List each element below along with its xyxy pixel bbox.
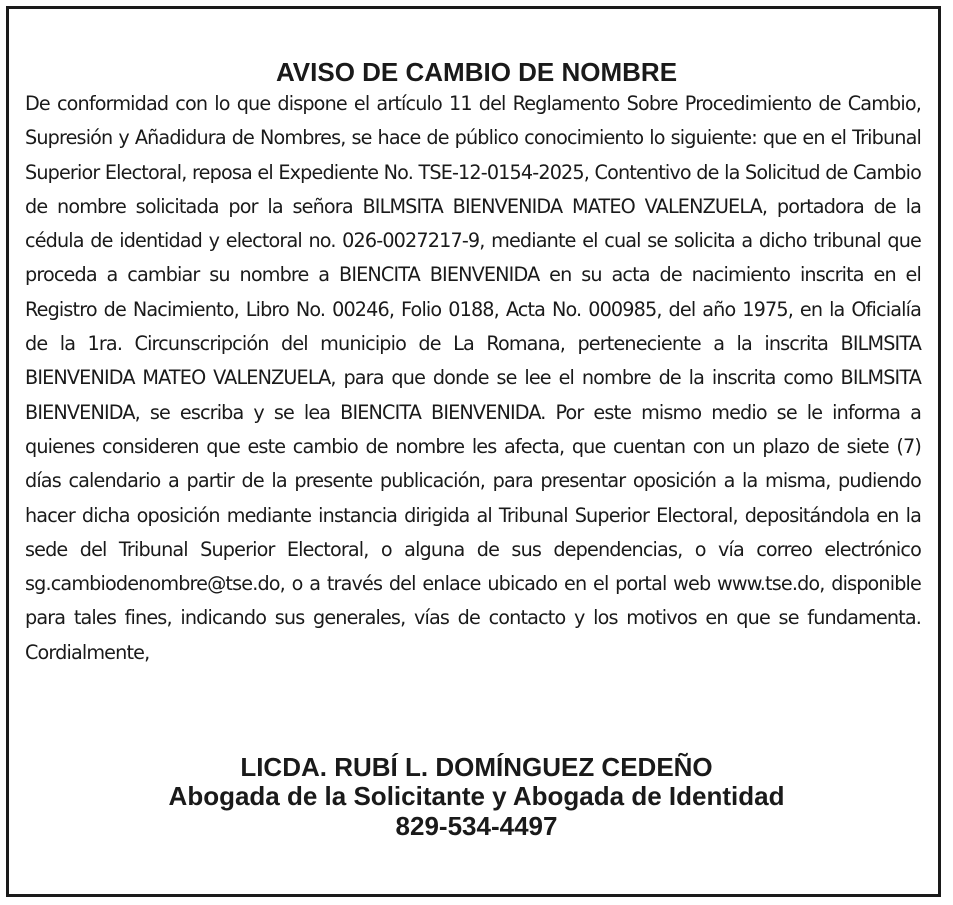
signature-role: Abogada de la Solicitante y Abogada de Identidad bbox=[168, 781, 785, 811]
notice-body: De conformidad con lo que dispone el artículo 11 del Reglamento Sobre Procedimiento de Cambio, Supresión y Añadidura de Nombres, se hace de público conocimiento lo siguiente: que en el Tribunal Superior Electoral, reposa el Expediente No. TSE-12-0154-2025, Contentivo de la Solicitud de Cambio de nombre solicitada por la señora BILMSITA BIENVENIDA MATEO VALENZUELA, portadora de la cédula de identidad y electoral no. 026-0027217-9, mediante el cual se solicita a dicho tribunal que proceda a cambiar su nombre a BIENCITA BIENVENIDA en su acta de nacimiento inscrita en el Registro de Nacimiento, Libro No. 00246, Folio 0188, Acta No. 000985, del año 1975, en la Oficialía de la 1ra. Circunscripción del municipio de La Romana, perteneciente a la inscrita BILMSITA BIENVENIDA MATEO VALENZUELA, para que donde se lee el nombre de la inscrita como BILMSITA BIENVENIDA, se escriba y se lea BIENCITA BIENVENIDA. Por este mismo medio se le informa a quienes consideren que este cambio de nombre les afecta, que cuentan con un plazo de siete (7) días calendario a partir de la presente publicación, para presentar oposición a la misma, pudiendo hacer dicha oposición mediante instancia dirigida al Tribunal Superior Electoral, depositándola en la sede del Tribunal Superior Electoral, o alguna de sus dependencias, o vía correo electrónico sg.cambiodenombre@tse.do, o a través del enlace ubicado en el portal web www.tse.do, disponible para tales fines, indicando sus generales, vías de contacto y los motivos en que se fundamenta. Cordialmente, bbox=[25, 92, 921, 664]
notice-title: AVISO DE CAMBIO DE NOMBRE bbox=[275, 57, 678, 87]
signature-name: LICDA. RUBÍ L. DOMÍNGUEZ CEDEÑO bbox=[240, 752, 713, 782]
signature-phone: 829-534-4497 bbox=[395, 811, 558, 841]
signature-block bbox=[0, 752, 953, 841]
